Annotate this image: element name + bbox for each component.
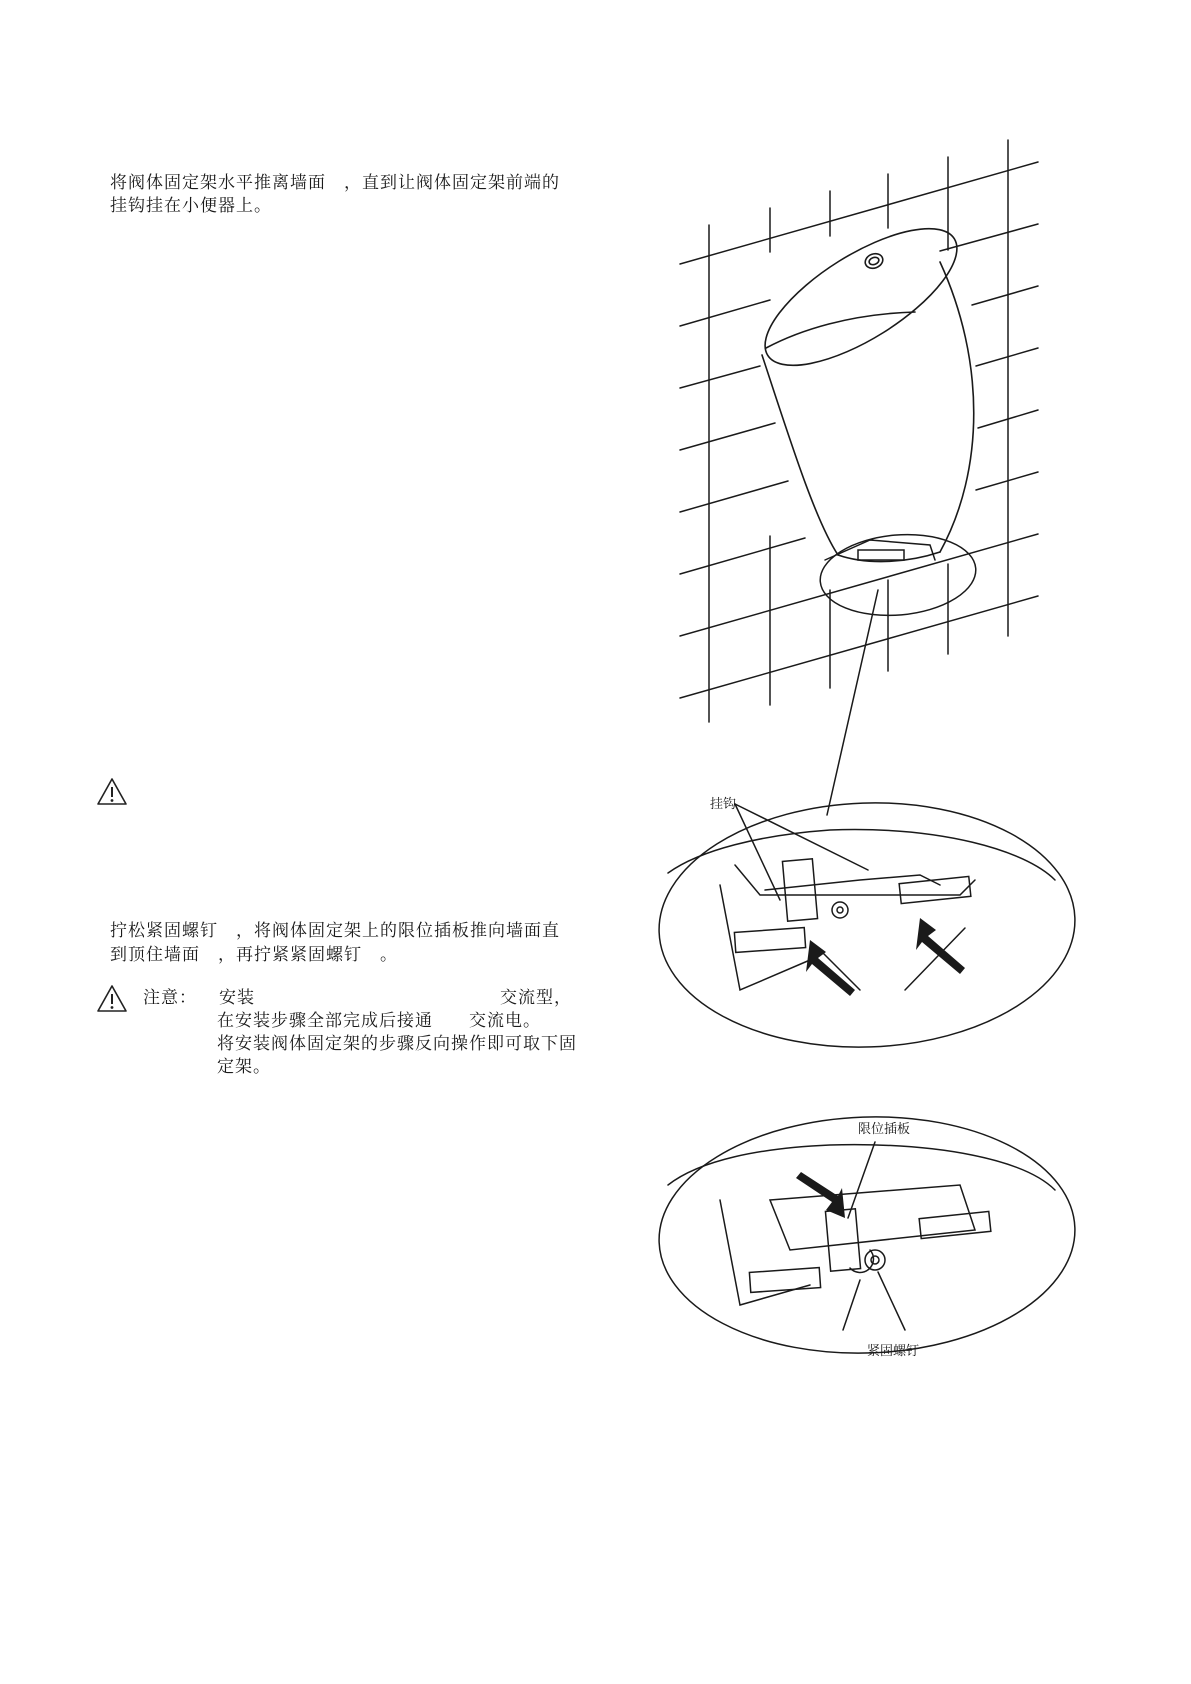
hook-label: 挂钩 (710, 797, 737, 812)
note-line1a: 安装 (219, 988, 255, 1008)
note-line4: 定架。 (217, 1057, 271, 1077)
note-line2: 在安装步骤全部完成后接通 交流电。 (217, 1011, 541, 1031)
step2-line1: 拧松紧固螺钉 ，将阀体固定架上的限位插板推向墙面直 (110, 921, 560, 941)
note-line3: 将安装阀体固定架的步骤反向操作即可取下固 (217, 1034, 577, 1054)
note-line1b: 交流型， (500, 988, 572, 1008)
stop-plate-label: 限位插板 (858, 1122, 911, 1137)
push-arrows-hook (806, 918, 965, 996)
step2-line2: 到顶住墙面 ，再拧紧紧固螺钉 。 (110, 945, 398, 965)
step1-line2: 挂钩挂在小便器上。 (110, 196, 272, 216)
detail-circle-hook (655, 796, 1079, 1054)
note-label: 注意： (143, 988, 197, 1008)
detail-circle-stop-plate (655, 1110, 1079, 1360)
screw-label: 紧固螺钉 (867, 1344, 920, 1359)
step1-line1: 将阀体固定架水平推离墙面 ，直到让阀体固定架前端的 (110, 173, 560, 193)
detail-circle-small (817, 528, 979, 815)
urinal-body (745, 203, 976, 561)
wall-tile-grid (680, 140, 1038, 722)
